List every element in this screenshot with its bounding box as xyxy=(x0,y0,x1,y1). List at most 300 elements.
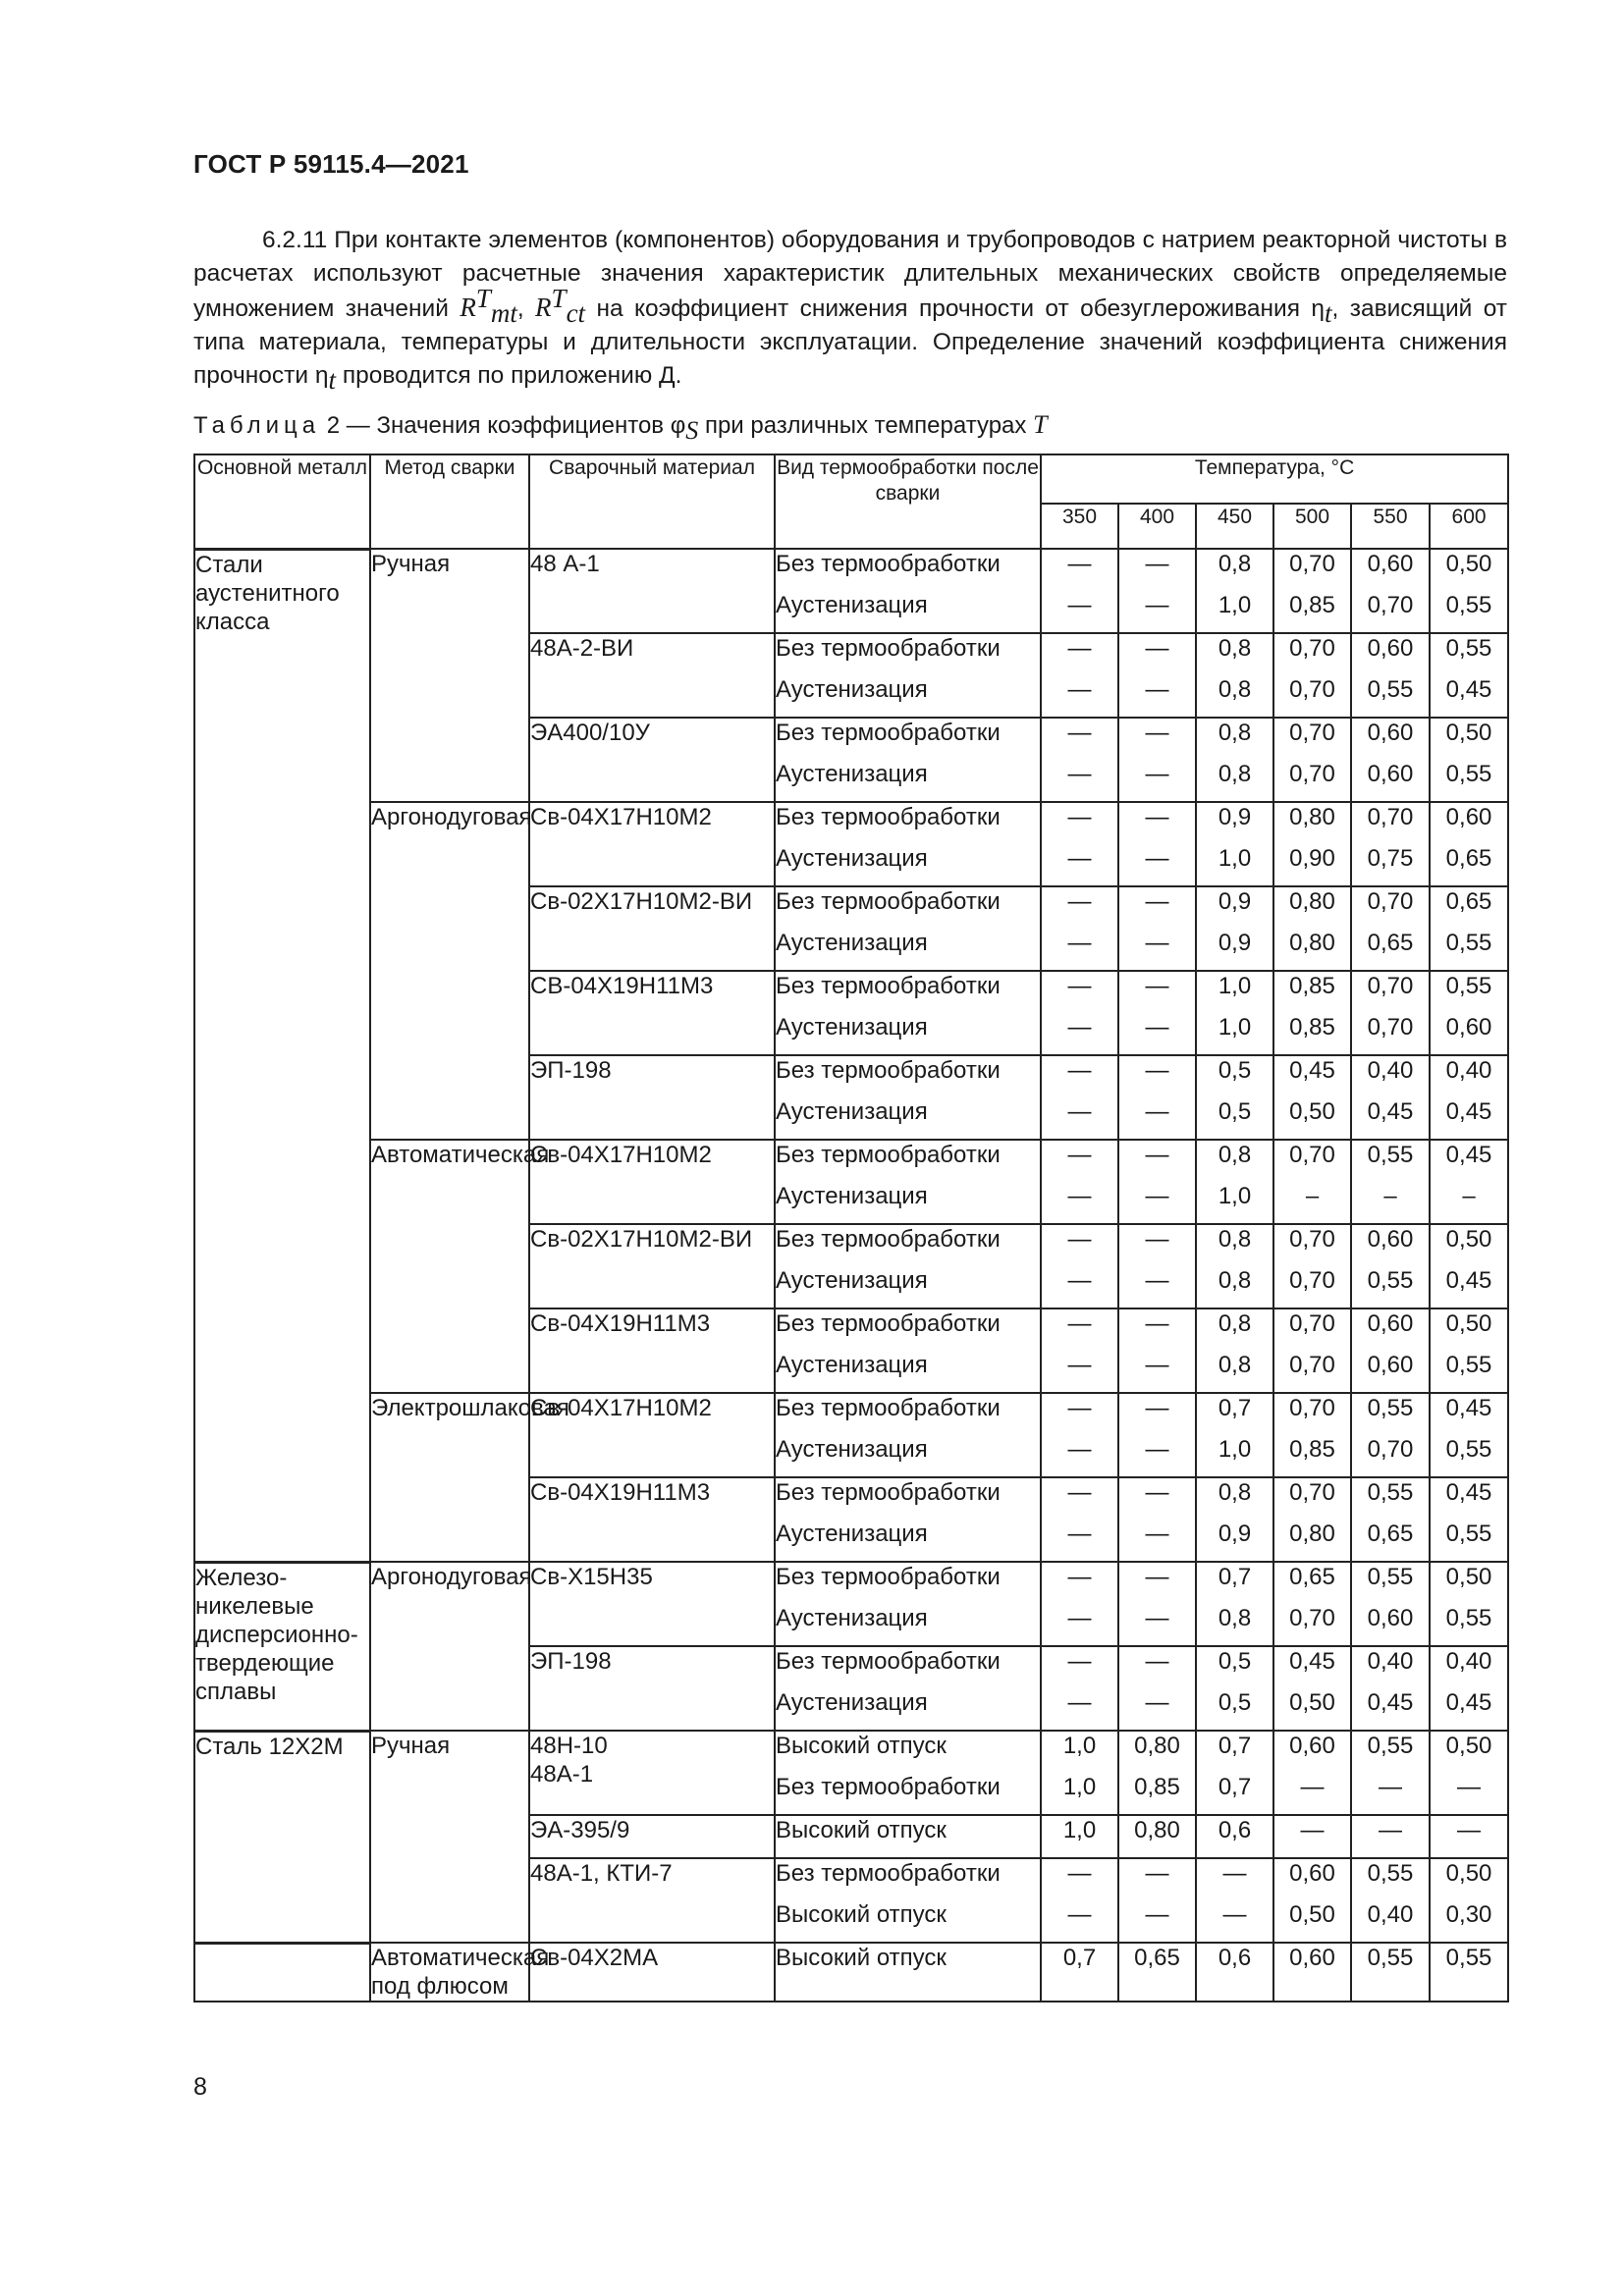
value-cell: — xyxy=(1118,1858,1196,1900)
para-text-4: проводится по приложению Д. xyxy=(336,362,682,389)
value-cell: 0,6 xyxy=(1196,1943,1273,2002)
value-cell: — xyxy=(1118,1900,1196,1943)
method-cell: Ручная xyxy=(370,1731,529,1943)
header-temp-1: 400 xyxy=(1118,504,1196,549)
value-cell: 0,70 xyxy=(1351,591,1430,633)
para-sep: , xyxy=(516,295,536,322)
value-cell: 0,70 xyxy=(1351,1013,1430,1055)
treatment-cell: Без термообработки xyxy=(775,1224,1041,1266)
header-temp-2: 450 xyxy=(1196,504,1273,549)
treatment-cell: Без термообработки xyxy=(775,1308,1041,1351)
value-cell: — xyxy=(1118,1013,1196,1055)
value-cell: 0,65 xyxy=(1273,1562,1351,1604)
value-cell: — xyxy=(1118,1604,1196,1646)
page-number: 8 xyxy=(193,2073,207,2101)
value-cell: 0,45 xyxy=(1351,1688,1430,1731)
value-cell: — xyxy=(1430,1815,1508,1858)
treatment-cell: Без термообработки xyxy=(775,1140,1041,1182)
base-metal-cell xyxy=(194,1943,370,2002)
para-text-3: , зависящий от типа материала, температуры и длительности эксплуатации. Определение значений коэффициента снижения прочности η xyxy=(193,295,1508,389)
value-cell: — xyxy=(1118,760,1196,802)
method-cell: Автоматическая xyxy=(370,1140,529,1393)
value-cell: 0,8 xyxy=(1196,675,1273,718)
value-cell: — xyxy=(1118,1308,1196,1351)
value-cell: 1,0 xyxy=(1196,1435,1273,1477)
value-cell: 0,70 xyxy=(1273,1224,1351,1266)
value-cell: — xyxy=(1118,591,1196,633)
treatment-cell: Аустенизация xyxy=(775,1013,1041,1055)
value-cell: 1,0 xyxy=(1196,971,1273,1013)
value-cell: 0,70 xyxy=(1351,1435,1430,1477)
caption-t: T xyxy=(1033,410,1048,439)
value-cell: 0,7 xyxy=(1041,1943,1118,2002)
value-cell: 0,85 xyxy=(1273,971,1351,1013)
value-cell: 0,45 xyxy=(1430,1097,1508,1140)
material-cell: ЭА-395/9 xyxy=(529,1815,775,1858)
treatment-cell: Без термообработки xyxy=(775,1858,1041,1900)
value-cell: — xyxy=(1041,844,1118,886)
material-cell: Св-04Х2МА xyxy=(529,1943,775,2002)
paragraph-6-2-11 xyxy=(193,224,1507,393)
treatment-cell: Высокий отпуск xyxy=(775,1943,1041,2002)
value-cell: 0,7 xyxy=(1196,1562,1273,1604)
value-cell: 0,60 xyxy=(1351,760,1430,802)
value-cell: 0,55 xyxy=(1351,1731,1430,1773)
value-cell: — xyxy=(1118,1688,1196,1731)
value-cell: 0,45 xyxy=(1430,1688,1508,1731)
material-cell: Св-04Х17Н10М2 xyxy=(529,1393,775,1477)
treatment-cell: Без термообработки xyxy=(775,802,1041,844)
material-cell: Св-04Х19Н11М3 xyxy=(529,1308,775,1393)
method-cell: Электрошлаковая xyxy=(370,1393,529,1562)
value-cell: — xyxy=(1118,1351,1196,1393)
value-cell: 0,65 xyxy=(1430,886,1508,929)
base-metal-cell: Стали аустенитного класса xyxy=(194,549,370,1562)
value-cell: 0,70 xyxy=(1273,1266,1351,1308)
table-caption xyxy=(193,410,1048,446)
value-cell: 0,60 xyxy=(1430,1013,1508,1055)
value-cell: — xyxy=(1041,1055,1118,1097)
treatment-cell: Без термообработки xyxy=(775,718,1041,760)
eta-sub-2: t xyxy=(328,364,337,395)
value-cell: 0,45 xyxy=(1273,1646,1351,1688)
table-row xyxy=(194,802,1508,844)
value-cell: — xyxy=(1118,1140,1196,1182)
value-cell: 0,85 xyxy=(1118,1773,1196,1815)
value-cell: — xyxy=(1041,675,1118,718)
value-cell: 1,0 xyxy=(1196,1182,1273,1224)
value-cell: 0,60 xyxy=(1273,1858,1351,1900)
value-cell: 0,9 xyxy=(1196,886,1273,929)
value-cell: 0,9 xyxy=(1196,1520,1273,1562)
value-cell: 0,8 xyxy=(1196,718,1273,760)
r2-letter: R xyxy=(535,293,552,322)
value-cell: 0,50 xyxy=(1273,1900,1351,1943)
value-cell: — xyxy=(1041,1393,1118,1435)
value-cell: 0,70 xyxy=(1273,1351,1351,1393)
treatment-cell: Аустенизация xyxy=(775,1520,1041,1562)
value-cell: 0,8 xyxy=(1196,633,1273,675)
value-cell: 0,45 xyxy=(1430,1140,1508,1182)
treatment-cell: Аустенизация xyxy=(775,1351,1041,1393)
header-method: Метод сварки xyxy=(370,454,529,549)
value-cell: — xyxy=(1041,1224,1118,1266)
value-cell: — xyxy=(1118,971,1196,1013)
value-cell: 0,60 xyxy=(1351,1351,1430,1393)
value-cell: — xyxy=(1041,718,1118,760)
value-cell: — xyxy=(1041,591,1118,633)
value-cell: 0,8 xyxy=(1196,1266,1273,1308)
value-cell: — xyxy=(1041,1520,1118,1562)
value-cell: 0,55 xyxy=(1430,1435,1508,1477)
value-cell: 0,70 xyxy=(1273,1604,1351,1646)
value-cell: 0,45 xyxy=(1351,1097,1430,1140)
value-cell: 0,50 xyxy=(1430,1731,1508,1773)
table-row xyxy=(194,549,1508,591)
value-cell: 0,45 xyxy=(1430,675,1508,718)
value-cell: 0,55 xyxy=(1351,1562,1430,1604)
treatment-cell: Аустенизация xyxy=(775,1688,1041,1731)
value-cell: 0,40 xyxy=(1351,1646,1430,1688)
value-cell: 0,70 xyxy=(1273,675,1351,718)
value-cell: 0,60 xyxy=(1351,549,1430,591)
para-text-2: на коэффициент снижения прочности от обезуглероживания η xyxy=(585,295,1325,322)
value-cell: 0,70 xyxy=(1351,886,1430,929)
table-row xyxy=(194,1140,1508,1182)
value-cell: 0,70 xyxy=(1273,760,1351,802)
material-cell: Св-04Х17Н10М2 xyxy=(529,1140,775,1224)
value-cell: 0,70 xyxy=(1273,1140,1351,1182)
header-material: Сварочный материал xyxy=(529,454,775,549)
material-cell: Св-04Х17Н10М2 xyxy=(529,802,775,886)
treatment-cell: Без термообработки xyxy=(775,1477,1041,1520)
r1-sub: mt xyxy=(490,297,517,328)
value-cell: — xyxy=(1118,844,1196,886)
value-cell: 0,55 xyxy=(1351,1393,1430,1435)
treatment-cell: Без термообработки xyxy=(775,1562,1041,1604)
treatment-cell: Аустенизация xyxy=(775,591,1041,633)
value-cell: 0,90 xyxy=(1273,844,1351,886)
value-cell: — xyxy=(1118,675,1196,718)
value-cell: — xyxy=(1118,929,1196,971)
header-base-metal: Основной металл xyxy=(194,454,370,549)
value-cell: 0,65 xyxy=(1118,1943,1196,2002)
value-cell: — xyxy=(1273,1773,1351,1815)
material-cell: СВ-04Х19Н11М3 xyxy=(529,971,775,1055)
value-cell: 0,60 xyxy=(1351,718,1430,760)
value-cell: 0,7 xyxy=(1196,1393,1273,1435)
table-row xyxy=(194,1562,1508,1604)
value-cell: 1,0 xyxy=(1196,1013,1273,1055)
value-cell: 1,0 xyxy=(1041,1815,1118,1858)
value-cell: — xyxy=(1041,1182,1118,1224)
value-cell: 0,65 xyxy=(1430,844,1508,886)
r1-sup: T xyxy=(475,283,491,313)
value-cell: 0,50 xyxy=(1430,718,1508,760)
value-cell: — xyxy=(1118,1393,1196,1435)
treatment-cell: Без термообработки xyxy=(775,549,1041,591)
treatment-cell: Аустенизация xyxy=(775,675,1041,718)
value-cell: 0,65 xyxy=(1351,929,1430,971)
method-cell: Аргонодуговая xyxy=(370,1562,529,1731)
value-cell: 0,55 xyxy=(1430,1604,1508,1646)
value-cell: 0,55 xyxy=(1351,1140,1430,1182)
value-cell: 0,45 xyxy=(1430,1477,1508,1520)
material-cell: Св-04Х19Н11М3 xyxy=(529,1477,775,1562)
value-cell: 0,55 xyxy=(1430,1943,1508,2002)
value-cell: 0,60 xyxy=(1273,1731,1351,1773)
value-cell: 0,80 xyxy=(1273,802,1351,844)
value-cell: — xyxy=(1118,1182,1196,1224)
method-cell: Автоматическая под флюсом xyxy=(371,1945,550,2000)
value-cell: 0,40 xyxy=(1351,1055,1430,1097)
value-cell: — xyxy=(1041,1435,1118,1477)
value-cell: 0,8 xyxy=(1196,1477,1273,1520)
value-cell: 0,70 xyxy=(1273,1308,1351,1351)
value-cell: 1,0 xyxy=(1041,1731,1118,1773)
value-cell: 0,80 xyxy=(1273,929,1351,971)
treatment-cell: Без термообработки xyxy=(775,1393,1041,1435)
value-cell: 0,40 xyxy=(1351,1900,1430,1943)
value-cell: 0,5 xyxy=(1196,1097,1273,1140)
value-cell: 0,60 xyxy=(1351,1224,1430,1266)
table-row xyxy=(194,1393,1508,1435)
value-cell: 0,80 xyxy=(1118,1731,1196,1773)
value-cell: 0,85 xyxy=(1273,1435,1351,1477)
value-cell: 0,8 xyxy=(1196,1224,1273,1266)
caption-text: 2 — Значения коэффициентов φ xyxy=(320,412,686,439)
value-cell: 0,50 xyxy=(1430,1562,1508,1604)
value-cell: 0,30 xyxy=(1430,1900,1508,1943)
value-cell: 0,9 xyxy=(1196,802,1273,844)
value-cell: — xyxy=(1351,1815,1430,1858)
value-cell: 0,50 xyxy=(1430,1308,1508,1351)
material-cell: ЭА400/10У xyxy=(529,718,775,802)
material-cell: ЭП-198 xyxy=(529,1055,775,1140)
value-cell: — xyxy=(1041,1140,1118,1182)
value-cell: 0,55 xyxy=(1430,760,1508,802)
value-cell: 1,0 xyxy=(1196,844,1273,886)
caption-phi-sub: S xyxy=(685,415,699,445)
value-cell: 0,55 xyxy=(1430,1520,1508,1562)
value-cell: — xyxy=(1041,633,1118,675)
r2-sup: T xyxy=(551,283,567,313)
header-temperature: Температура, °С xyxy=(1041,454,1508,504)
value-cell: 0,60 xyxy=(1351,1604,1430,1646)
document-id: ГОСТ Р 59115.4—2021 xyxy=(193,149,469,179)
value-cell: — xyxy=(1041,1266,1118,1308)
table-row xyxy=(194,1943,1508,2002)
value-cell: 0,60 xyxy=(1430,802,1508,844)
value-cell: — xyxy=(1041,929,1118,971)
material-cell: ЭП-198 xyxy=(529,1646,775,1731)
value-cell: 0,60 xyxy=(1351,633,1430,675)
material-cell: Св-02Х17Н10М2-ВИ xyxy=(529,886,775,971)
treatment-cell: Без термообработки xyxy=(775,886,1041,929)
treatment-cell: Без термообработки xyxy=(775,971,1041,1013)
value-cell: – xyxy=(1351,1182,1430,1224)
value-cell: 0,9 xyxy=(1196,929,1273,971)
value-cell: — xyxy=(1430,1773,1508,1815)
value-cell: 0,45 xyxy=(1273,1055,1351,1097)
value-cell: 0,5 xyxy=(1196,1688,1273,1731)
value-cell: 0,60 xyxy=(1273,1943,1351,2002)
value-cell: 0,70 xyxy=(1351,802,1430,844)
value-cell: 0,70 xyxy=(1273,549,1351,591)
treatment-cell: Аустенизация xyxy=(775,1097,1041,1140)
caption-label: Таблица xyxy=(193,412,321,439)
value-cell: — xyxy=(1196,1858,1273,1900)
value-cell: — xyxy=(1118,1224,1196,1266)
value-cell: — xyxy=(1118,1055,1196,1097)
value-cell: 0,55 xyxy=(1351,1858,1430,1900)
para-text-1: 6.2.11 При контакте элементов (компонентов) оборудования и трубопроводов с натрием реакторной чистоты в расчетах используют расчетные значения характеристик длительных механических свойств определяемые умножением значений xyxy=(193,227,1507,322)
value-cell: – xyxy=(1430,1182,1508,1224)
material-cell: 48А-1, КТИ-7 xyxy=(529,1858,775,1943)
r1-letter: R xyxy=(460,293,476,322)
value-cell: 0,55 xyxy=(1351,1266,1430,1308)
value-cell: — xyxy=(1118,802,1196,844)
material-cell: 48 А-1 xyxy=(529,549,775,633)
value-cell: 0,8 xyxy=(1196,1308,1273,1351)
value-cell: — xyxy=(1118,1646,1196,1688)
material-cell: Св-Х15Н35 xyxy=(529,1562,775,1646)
treatment-cell: Без термообработки xyxy=(775,1646,1041,1688)
value-cell: – xyxy=(1273,1182,1351,1224)
method-cell: Ручная xyxy=(370,549,529,802)
value-cell: — xyxy=(1041,1900,1118,1943)
value-cell: — xyxy=(1118,1266,1196,1308)
value-cell: — xyxy=(1041,1604,1118,1646)
value-cell: 0,70 xyxy=(1273,1477,1351,1520)
value-cell: 0,55 xyxy=(1430,591,1508,633)
value-cell: — xyxy=(1041,802,1118,844)
coefficients-table xyxy=(193,454,1509,2002)
value-cell: 0,8 xyxy=(1196,760,1273,802)
treatment-cell: Без термообработки xyxy=(775,633,1041,675)
header-temp-5: 600 xyxy=(1430,504,1508,549)
value-cell: — xyxy=(1041,1688,1118,1731)
value-cell: 0,8 xyxy=(1196,1140,1273,1182)
value-cell: 0,60 xyxy=(1351,1308,1430,1351)
value-cell: — xyxy=(1041,549,1118,591)
caption-text-2: при различных температурах xyxy=(698,412,1034,439)
treatment-cell: Высокий отпуск xyxy=(775,1900,1041,1943)
treatment-cell: Аустенизация xyxy=(775,1435,1041,1477)
value-cell: 0,8 xyxy=(1196,1604,1273,1646)
material-cell: 48Н-10 48А-1 xyxy=(529,1731,775,1815)
value-cell: — xyxy=(1041,886,1118,929)
value-cell: 0,55 xyxy=(1430,1351,1508,1393)
value-cell: 0,50 xyxy=(1273,1097,1351,1140)
value-cell: 0,85 xyxy=(1273,1013,1351,1055)
value-cell: 0,8 xyxy=(1196,1351,1273,1393)
value-cell: 0,55 xyxy=(1351,1477,1430,1520)
value-cell: 0,70 xyxy=(1273,633,1351,675)
material-cell: Св-02Х17Н10М2-ВИ xyxy=(529,1224,775,1308)
treatment-cell: Без термообработки xyxy=(775,1773,1041,1815)
value-cell: 0,50 xyxy=(1430,1858,1508,1900)
treatment-cell: Аустенизация xyxy=(775,844,1041,886)
treatment-cell: Аустенизация xyxy=(775,760,1041,802)
value-cell: 0,55 xyxy=(1430,633,1508,675)
value-cell: — xyxy=(1041,1013,1118,1055)
value-cell: 0,50 xyxy=(1430,549,1508,591)
base-metal-cell: Железо-никелевые дисперсионно-твердеющие сплавы xyxy=(194,1562,370,1731)
value-cell: 0,75 xyxy=(1351,844,1430,886)
value-cell: 0,85 xyxy=(1273,591,1351,633)
value-cell: 0,70 xyxy=(1351,971,1430,1013)
value-cell: 0,5 xyxy=(1196,1646,1273,1688)
treatment-cell: Высокий отпуск xyxy=(775,1815,1041,1858)
value-cell: — xyxy=(1118,1477,1196,1520)
value-cell: 0,7 xyxy=(1196,1773,1273,1815)
value-cell: — xyxy=(1118,633,1196,675)
method-cell: Аргонодуговая xyxy=(370,802,529,1140)
value-cell: 0,80 xyxy=(1118,1815,1196,1858)
value-cell: — xyxy=(1041,1646,1118,1688)
value-cell: 0,40 xyxy=(1430,1646,1508,1688)
value-cell: — xyxy=(1351,1773,1430,1815)
value-cell: — xyxy=(1041,1858,1118,1900)
value-cell: — xyxy=(1118,549,1196,591)
value-cell: 0,70 xyxy=(1273,1393,1351,1435)
value-cell: — xyxy=(1041,971,1118,1013)
value-cell: 0,55 xyxy=(1351,1943,1430,2002)
value-cell: 0,6 xyxy=(1196,1815,1273,1858)
eta-sub-1: t xyxy=(1325,297,1332,328)
header-temp-0: 350 xyxy=(1041,504,1118,549)
treatment-cell: Аустенизация xyxy=(775,1182,1041,1224)
value-cell: — xyxy=(1118,1520,1196,1562)
value-cell: 0,50 xyxy=(1273,1688,1351,1731)
value-cell: 0,50 xyxy=(1430,1224,1508,1266)
value-cell: 1,0 xyxy=(1041,1773,1118,1815)
table-row xyxy=(194,1731,1508,1773)
header-temp-3: 500 xyxy=(1273,504,1351,549)
header-temp-4: 550 xyxy=(1351,504,1430,549)
value-cell: — xyxy=(1118,1435,1196,1477)
value-cell: 0,45 xyxy=(1430,1266,1508,1308)
value-cell: — xyxy=(1041,760,1118,802)
value-cell: 0,55 xyxy=(1430,929,1508,971)
treatment-cell: Высокий отпуск xyxy=(775,1731,1041,1773)
treatment-cell: Аустенизация xyxy=(775,929,1041,971)
value-cell: — xyxy=(1041,1477,1118,1520)
value-cell: — xyxy=(1196,1900,1273,1943)
value-cell: 0,70 xyxy=(1273,718,1351,760)
material-cell: 48А-2-ВИ xyxy=(529,633,775,718)
value-cell: 0,8 xyxy=(1196,549,1273,591)
value-cell: 0,55 xyxy=(1430,971,1508,1013)
value-cell: — xyxy=(1041,1351,1118,1393)
value-cell: 1,0 xyxy=(1196,591,1273,633)
value-cell: 0,7 xyxy=(1196,1731,1273,1773)
value-cell: — xyxy=(1118,886,1196,929)
header-treatment: Вид термообработки после сварки xyxy=(775,454,1041,549)
value-cell: — xyxy=(1041,1562,1118,1604)
treatment-cell: Аустенизация xyxy=(775,1604,1041,1646)
value-cell: 0,80 xyxy=(1273,886,1351,929)
treatment-cell: Без термообработки xyxy=(775,1055,1041,1097)
value-cell: — xyxy=(1118,1562,1196,1604)
value-cell: — xyxy=(1273,1815,1351,1858)
value-cell: 0,45 xyxy=(1430,1393,1508,1435)
treatment-cell: Аустенизация xyxy=(775,1266,1041,1308)
value-cell: — xyxy=(1041,1308,1118,1351)
value-cell: 0,55 xyxy=(1351,675,1430,718)
r2-sub: ct xyxy=(566,297,586,328)
